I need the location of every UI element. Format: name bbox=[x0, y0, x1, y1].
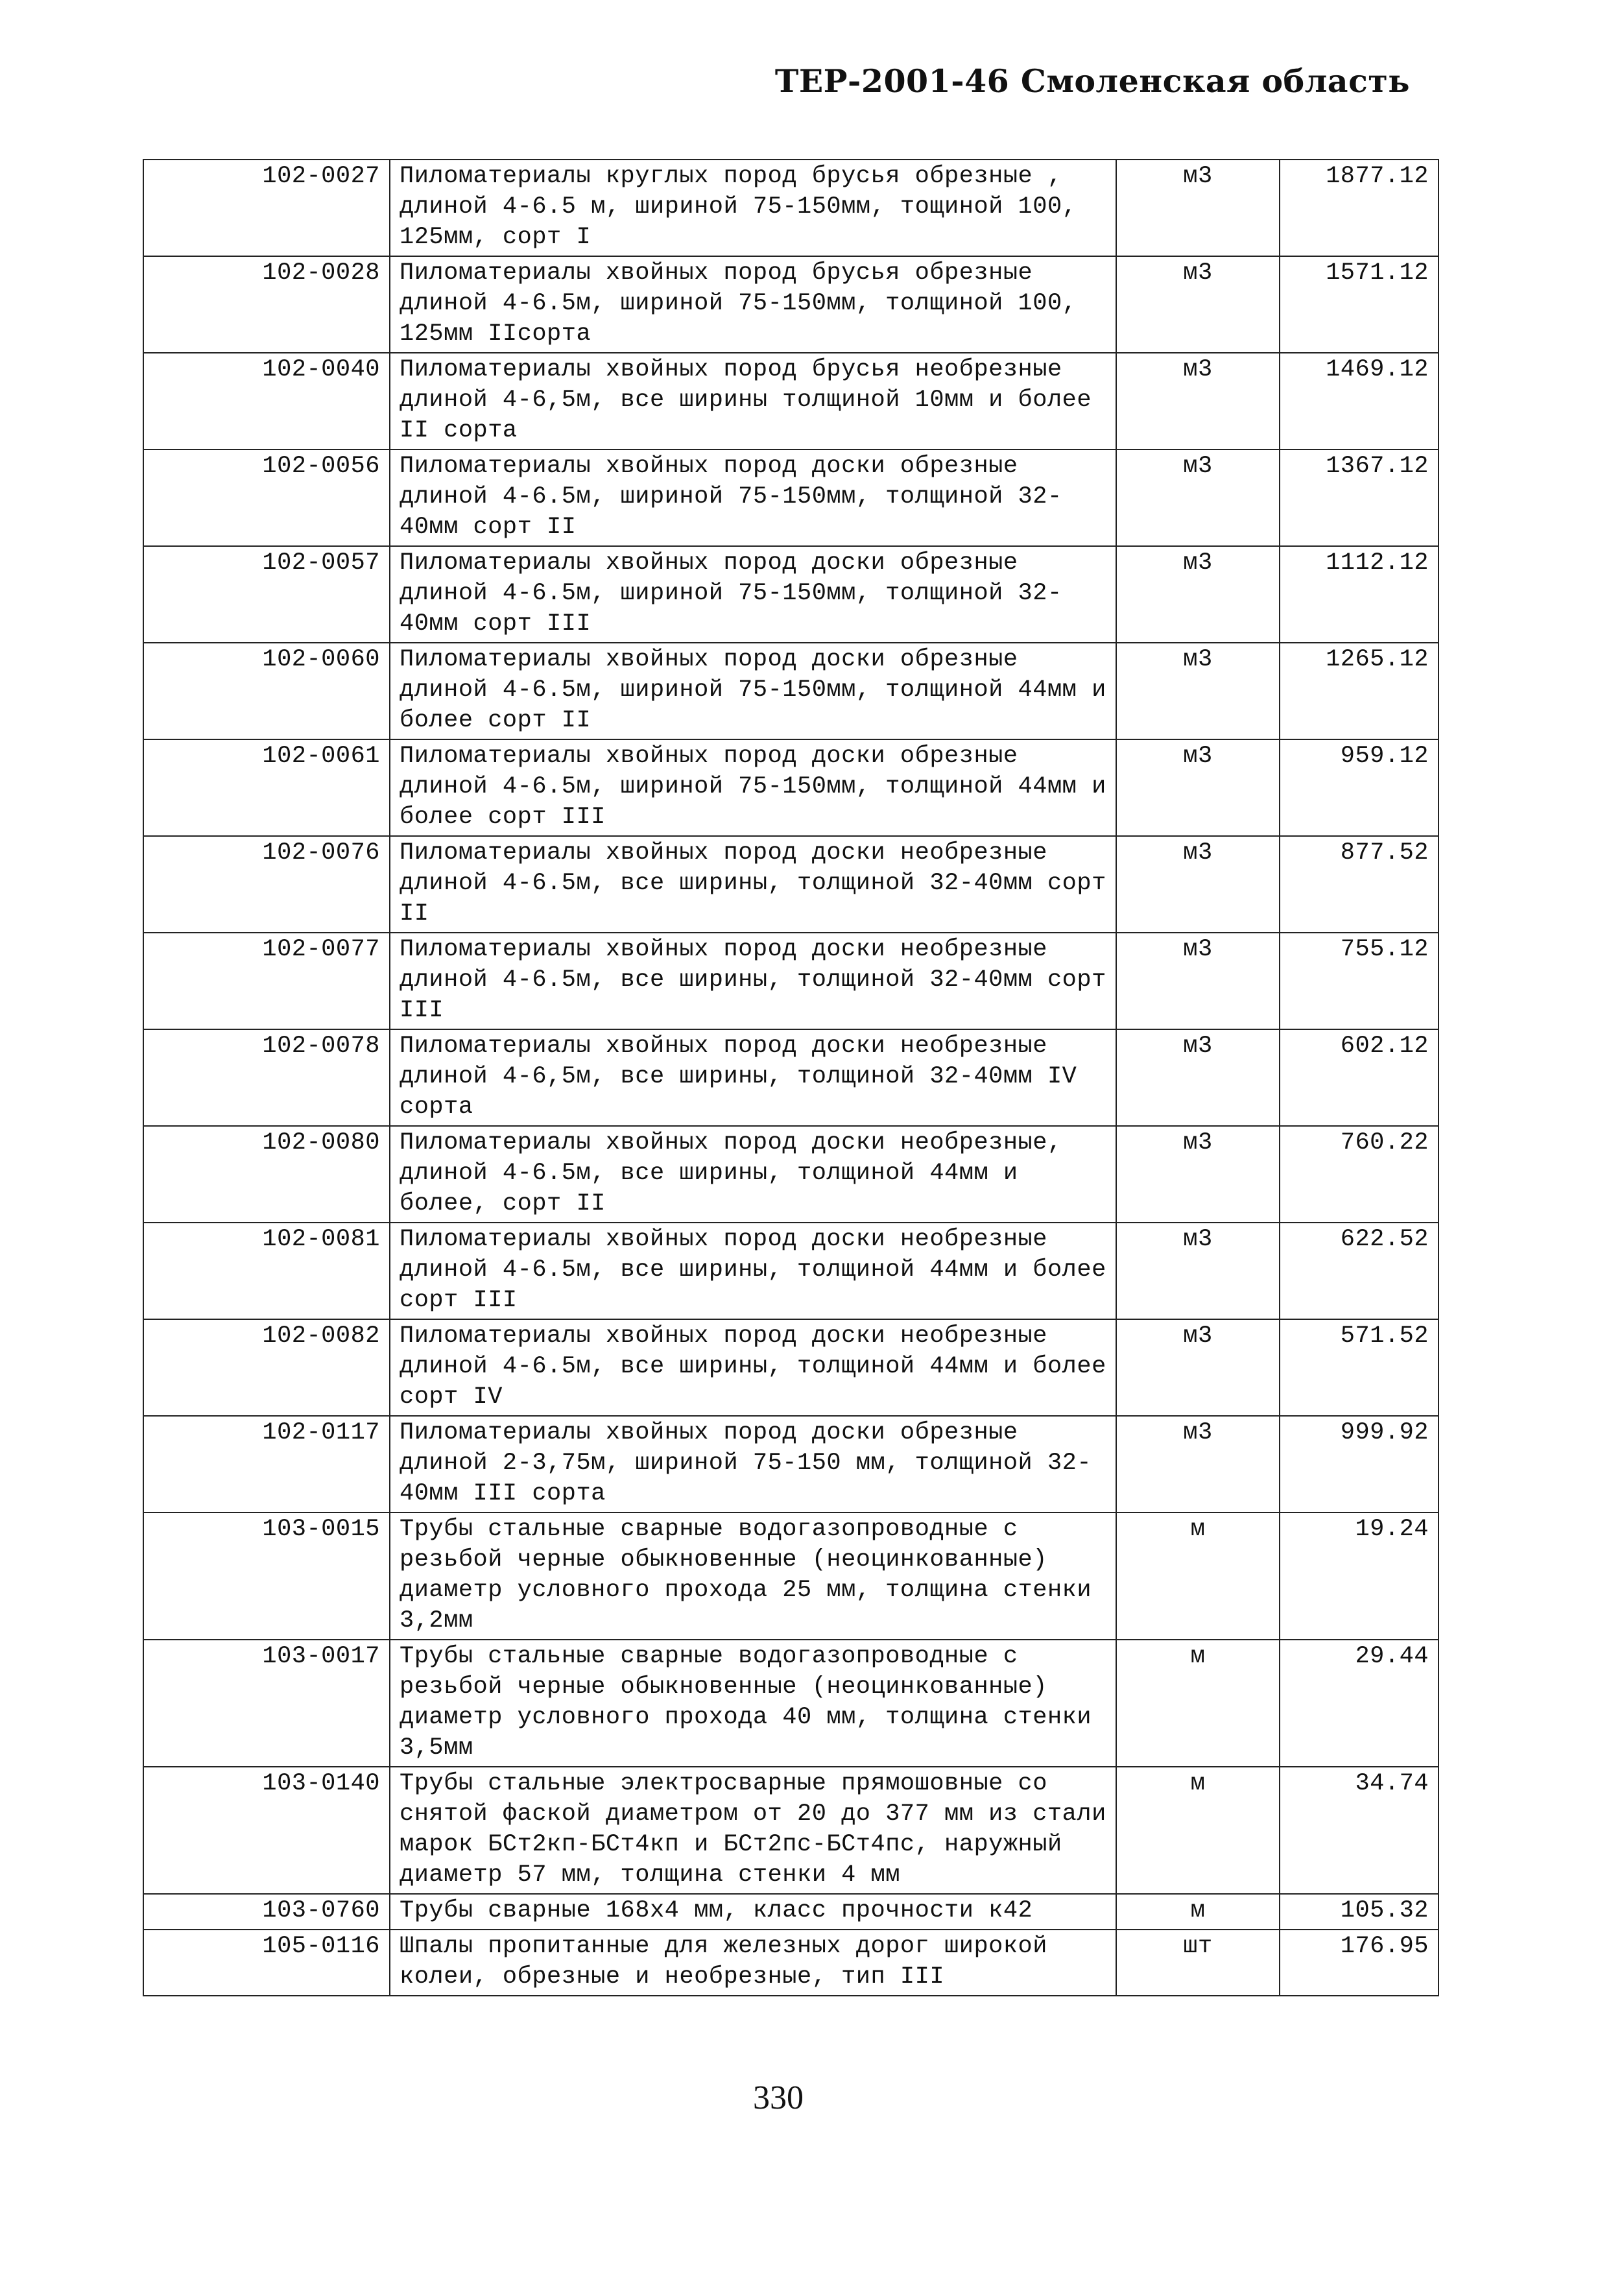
unit-of-measure: шт bbox=[1116, 1930, 1280, 1996]
unit-of-measure: м3 bbox=[1116, 933, 1280, 1029]
resource-code: 102-0078 bbox=[143, 1029, 390, 1126]
table-row bbox=[143, 1416, 1439, 1513]
table-row bbox=[143, 836, 1439, 933]
resource-code: 102-0028 bbox=[143, 256, 390, 353]
unit-of-measure: м3 bbox=[1116, 256, 1280, 353]
resource-code: 102-0056 bbox=[143, 449, 390, 546]
table-row bbox=[143, 643, 1439, 739]
price-value: 999.92 bbox=[1280, 1416, 1439, 1513]
resource-code: 103-0140 bbox=[143, 1767, 390, 1894]
table-row bbox=[143, 449, 1439, 546]
resource-code: 102-0081 bbox=[143, 1223, 390, 1319]
unit-of-measure: м3 bbox=[1116, 643, 1280, 739]
resource-code: 102-0061 bbox=[143, 739, 390, 836]
price-value: 19.24 bbox=[1280, 1513, 1439, 1640]
unit-of-measure: м3 bbox=[1116, 739, 1280, 836]
price-value: 1571.12 bbox=[1280, 256, 1439, 353]
table-row bbox=[143, 1894, 1439, 1930]
table-row bbox=[143, 546, 1439, 643]
resource-name: Пиломатериалы хвойных пород доски необрезные длиной 4-6.5м, все ширины, толщиной 32-40мм сорт III bbox=[390, 933, 1116, 1029]
unit-of-measure: м3 bbox=[1116, 449, 1280, 546]
price-value: 877.52 bbox=[1280, 836, 1439, 933]
price-value: 29.44 bbox=[1280, 1640, 1439, 1767]
resource-code: 102-0057 bbox=[143, 546, 390, 643]
resource-name: Пиломатериалы хвойных пород доски обрезные длиной 4-6.5м, шириной 75-150мм, толщиной 32-40мм сорт II bbox=[390, 449, 1116, 546]
price-value: 571.52 bbox=[1280, 1319, 1439, 1416]
resource-name: Пиломатериалы хвойных пород доски необрезные длиной 4-6.5м, все ширины, толщиной 44мм и более сорт III bbox=[390, 1223, 1116, 1319]
unit-of-measure: м3 bbox=[1116, 546, 1280, 643]
table-row bbox=[143, 1029, 1439, 1126]
table-row bbox=[143, 160, 1439, 256]
resource-code: 103-0015 bbox=[143, 1513, 390, 1640]
page-number: 330 bbox=[753, 2079, 804, 2116]
table-row bbox=[143, 1767, 1439, 1894]
price-value: 1877.12 bbox=[1280, 160, 1439, 256]
price-value: 602.12 bbox=[1280, 1029, 1439, 1126]
price-table bbox=[143, 159, 1439, 1996]
price-value: 755.12 bbox=[1280, 933, 1439, 1029]
price-value: 105.32 bbox=[1280, 1894, 1439, 1930]
resource-name: Пиломатериалы хвойных пород брусья необрезные длиной 4-6,5м, все ширины толщиной 10мм и более II сорта bbox=[390, 353, 1116, 449]
unit-of-measure: м3 bbox=[1116, 1029, 1280, 1126]
unit-of-measure: м3 bbox=[1116, 1223, 1280, 1319]
table-row bbox=[143, 1319, 1439, 1416]
unit-of-measure: м3 bbox=[1116, 1126, 1280, 1223]
page-header-title: ТЕР-2001-46 Смоленская область bbox=[774, 62, 1410, 100]
resource-name: Трубы стальные электросварные прямошовные со снятой фаской диаметром от 20 до 377 мм из стали марок БСт2кп-БСт4кп и БСт2пс-БСт4пс, наружный диаметр 57 мм, толщина стенки 4 мм bbox=[390, 1767, 1116, 1894]
resource-name: Пиломатериалы хвойных пород доски обрезные длиной 4-6.5м, шириной 75-150мм, толщиной 44мм и более сорт III bbox=[390, 739, 1116, 836]
price-value: 622.52 bbox=[1280, 1223, 1439, 1319]
resource-code: 102-0040 bbox=[143, 353, 390, 449]
resource-code: 102-0117 bbox=[143, 1416, 390, 1513]
unit-of-measure: м3 bbox=[1116, 353, 1280, 449]
resource-name: Пиломатериалы хвойных пород брусья обрезные длиной 4-6.5м, шириной 75-150мм, толщиной 100, 125мм IIсорта bbox=[390, 256, 1116, 353]
resource-code: 102-0076 bbox=[143, 836, 390, 933]
table-row bbox=[143, 933, 1439, 1029]
price-value: 34.74 bbox=[1280, 1767, 1439, 1894]
table-row bbox=[143, 1930, 1439, 1996]
resource-name: Шпалы пропитанные для железных дорог широкой колеи, обрезные и необрезные, тип III bbox=[390, 1930, 1116, 1996]
resource-name: Трубы сварные 168х4 мм, класс прочности к42 bbox=[390, 1894, 1116, 1930]
table-row bbox=[143, 1223, 1439, 1319]
unit-of-measure: м3 bbox=[1116, 160, 1280, 256]
resource-code: 102-0060 bbox=[143, 643, 390, 739]
resource-code: 103-0760 bbox=[143, 1894, 390, 1930]
resource-code: 102-0077 bbox=[143, 933, 390, 1029]
table-row bbox=[143, 739, 1439, 836]
price-value: 1265.12 bbox=[1280, 643, 1439, 739]
resource-name: Пиломатериалы хвойных пород доски обрезные длиной 4-6.5м, шириной 75-150мм, толщиной 32-40мм сорт III bbox=[390, 546, 1116, 643]
price-value: 176.95 bbox=[1280, 1930, 1439, 1996]
table-row bbox=[143, 353, 1439, 449]
unit-of-measure: м bbox=[1116, 1767, 1280, 1894]
price-table-body bbox=[143, 160, 1439, 1996]
table-row bbox=[143, 1640, 1439, 1767]
resource-code: 102-0082 bbox=[143, 1319, 390, 1416]
resource-name: Пиломатериалы хвойных пород доски необрезные, длиной 4-6.5м, все ширины, толщиной 44мм и более, сорт II bbox=[390, 1126, 1116, 1223]
price-value: 1112.12 bbox=[1280, 546, 1439, 643]
resource-code: 102-0027 bbox=[143, 160, 390, 256]
resource-name: Трубы стальные сварные водогазопроводные с резьбой черные обыкновенные (неоцинкованные) диаметр условного прохода 40 мм, толщина стенки 3,5мм bbox=[390, 1640, 1116, 1767]
resource-code: 102-0080 bbox=[143, 1126, 390, 1223]
resource-name: Пиломатериалы хвойных пород доски необрезные длиной 4-6.5м, все ширины, толщиной 32-40мм сорт II bbox=[390, 836, 1116, 933]
table-row bbox=[143, 1513, 1439, 1640]
unit-of-measure: м bbox=[1116, 1894, 1280, 1930]
resource-name: Пиломатериалы хвойных пород доски обрезные длиной 2-3,75м, шириной 75-150 мм, толщиной 32-40мм III сорта bbox=[390, 1416, 1116, 1513]
resource-name: Пиломатериалы хвойных пород доски необрезные длиной 4-6,5м, все ширины, толщиной 32-40мм IV сорта bbox=[390, 1029, 1116, 1126]
resource-code: 103-0017 bbox=[143, 1640, 390, 1767]
price-value: 1367.12 bbox=[1280, 449, 1439, 546]
resource-name: Пиломатериалы хвойных пород доски обрезные длиной 4-6.5м, шириной 75-150мм, толщиной 44мм и более сорт II bbox=[390, 643, 1116, 739]
unit-of-measure: м bbox=[1116, 1513, 1280, 1640]
price-value: 1469.12 bbox=[1280, 353, 1439, 449]
table-row bbox=[143, 256, 1439, 353]
resource-name: Пиломатериалы круглых пород брусья обрезные , длиной 4-6.5 м, шириной 75-150мм, тощиной 100, 125мм, сорт I bbox=[390, 160, 1116, 256]
unit-of-measure: м3 bbox=[1116, 1319, 1280, 1416]
price-value: 760.22 bbox=[1280, 1126, 1439, 1223]
unit-of-measure: м3 bbox=[1116, 1416, 1280, 1513]
resource-code: 105-0116 bbox=[143, 1930, 390, 1996]
table-row bbox=[143, 1126, 1439, 1223]
unit-of-measure: м bbox=[1116, 1640, 1280, 1767]
resource-name: Трубы стальные сварные водогазопроводные с резьбой черные обыкновенные (неоцинкованные) диаметр условного прохода 25 мм, толщина стенки 3,2мм bbox=[390, 1513, 1116, 1640]
unit-of-measure: м3 bbox=[1116, 836, 1280, 933]
resource-name: Пиломатериалы хвойных пород доски необрезные длиной 4-6.5м, все ширины, толщиной 44мм и более сорт IV bbox=[390, 1319, 1116, 1416]
price-value: 959.12 bbox=[1280, 739, 1439, 836]
